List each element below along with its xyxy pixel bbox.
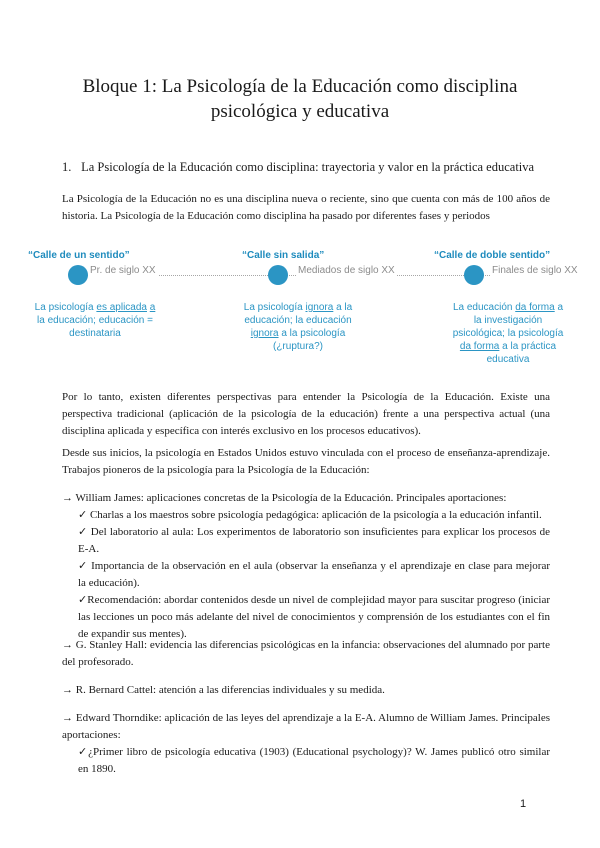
timeline-description-3: [448, 301, 568, 366]
underlined-text: da forma: [459, 341, 500, 352]
timeline-era-3: Finales de siglo XX: [492, 265, 578, 276]
list-item: ✓ Charlas a los maestros sobre psicología pedagógica: aplicación de la psicología a la educación infantil.: [78, 509, 542, 521]
page-number: 1: [520, 798, 527, 810]
description-text: a la psicología (¿ruptura?): [272, 328, 346, 352]
timeline-marker-3: [464, 265, 484, 285]
list-item: ✓Recomendación: abordar contenidos desde un nivel de complejidad mayor para suscitar progreso (iniciar las lecciones un poco más adelante del nivel de conocimientos y comprensión de los estudiantes con el fin de expandir sus mentes).: [78, 594, 550, 640]
underlined-text: es aplicada: [96, 302, 147, 313]
hall-block: → G. Stanley Hall: evidencia las diferencias psicológicas en la infancia: observaciones del alumnado por parte del profesorado.: [62, 639, 550, 668]
description-text: a la práctica educativa: [486, 341, 557, 365]
description-text: La psicología: [243, 302, 306, 313]
timeline-description-1: [32, 301, 158, 340]
timeline-heading-3: “Calle de doble sentido”: [434, 250, 551, 261]
intro-paragraph: La Psicología de la Educación no es una disciplina nueva o reciente, sino que cuenta con más de 100 años de historia. La Psicología de la Educación como disciplina ha pasado por diferentes fases y periodos: [62, 193, 550, 222]
underlined-text: ignora: [305, 302, 334, 313]
underlined-text: ignora: [250, 328, 279, 339]
page-title: Bloque 1: La Psicología de la Educación como disciplina psicológica y educativa: [82, 76, 518, 122]
list-item: ✓ Importancia de la observación en el aula (observar la enseñanza y el aprendizaje en clase para mejorar la educación).: [78, 560, 550, 589]
list-item: ✓ Del laboratorio al aula: Los experimentos de laboratorio son insuficientes para explicar los procesos de E-A.: [78, 526, 550, 555]
description-text: La educación: [452, 302, 516, 313]
description-text: La psicología: [34, 302, 97, 313]
cattel-block: → R. Bernard Cattel: atención a las diferencias individuales y su medida.: [62, 684, 385, 696]
james-block: [62, 490, 550, 643]
description-text: la educación; educación = destinataria: [37, 315, 153, 339]
timeline-era-1: Pr. de siglo XX: [90, 265, 156, 276]
timeline-diagram: [24, 246, 580, 376]
section-number: 1.: [62, 160, 72, 174]
description-text: a la investigación psicológica; la psicología: [452, 302, 564, 339]
timeline-marker-1: [68, 265, 88, 285]
section-heading: [62, 160, 534, 175]
perspectives-paragraph: Por lo tanto, existen diferentes perspectivas para entender la Psicología de la Educación. Existe una perspectiva tradicional (aplicación de la psicología de la educación) frente a una perspectiva actual (una disciplina aplicada y específica con interés exclusivo en los procesos educativos).: [62, 391, 550, 437]
timeline-description-2: [238, 301, 358, 353]
timeline-era-2: Mediados de siglo XX: [298, 265, 395, 276]
thorndike-heading: → Edward Thorndike: aplicación de las leyes del aprendizaje a la E-A. Alumno de William James. Principales aportaciones:: [62, 712, 550, 741]
list-item: ✓¿Primer libro de psicología educativa (1903) (Educational psychology)? W. James publicó otro similar en 1890.: [78, 746, 550, 775]
thorndike-block: [62, 710, 550, 778]
timeline-heading-2: “Calle sin salida”: [242, 250, 325, 261]
section-title: La Psicología de la Educación como disciplina: trayectoria y valor en la práctica educativa: [81, 160, 535, 174]
james-heading: → William James: aplicaciones concretas de la Psicología de la Educación. Principales aportaciones:: [62, 492, 507, 504]
timeline-heading-1: “Calle de un sentido”: [28, 250, 130, 261]
underlined-text: da forma: [515, 302, 555, 313]
underlined-text: a: [149, 302, 156, 313]
timeline-marker-2: [268, 265, 288, 285]
description-text: a la educación; la educación: [244, 302, 353, 326]
origins-paragraph: Desde sus inicios, la psicología en Estados Unidos estuvo vinculada con el proceso de enseñanza-aprendizaje. Trabajos pioneros de la psicología para la Psicología de la Educación:: [62, 447, 550, 476]
